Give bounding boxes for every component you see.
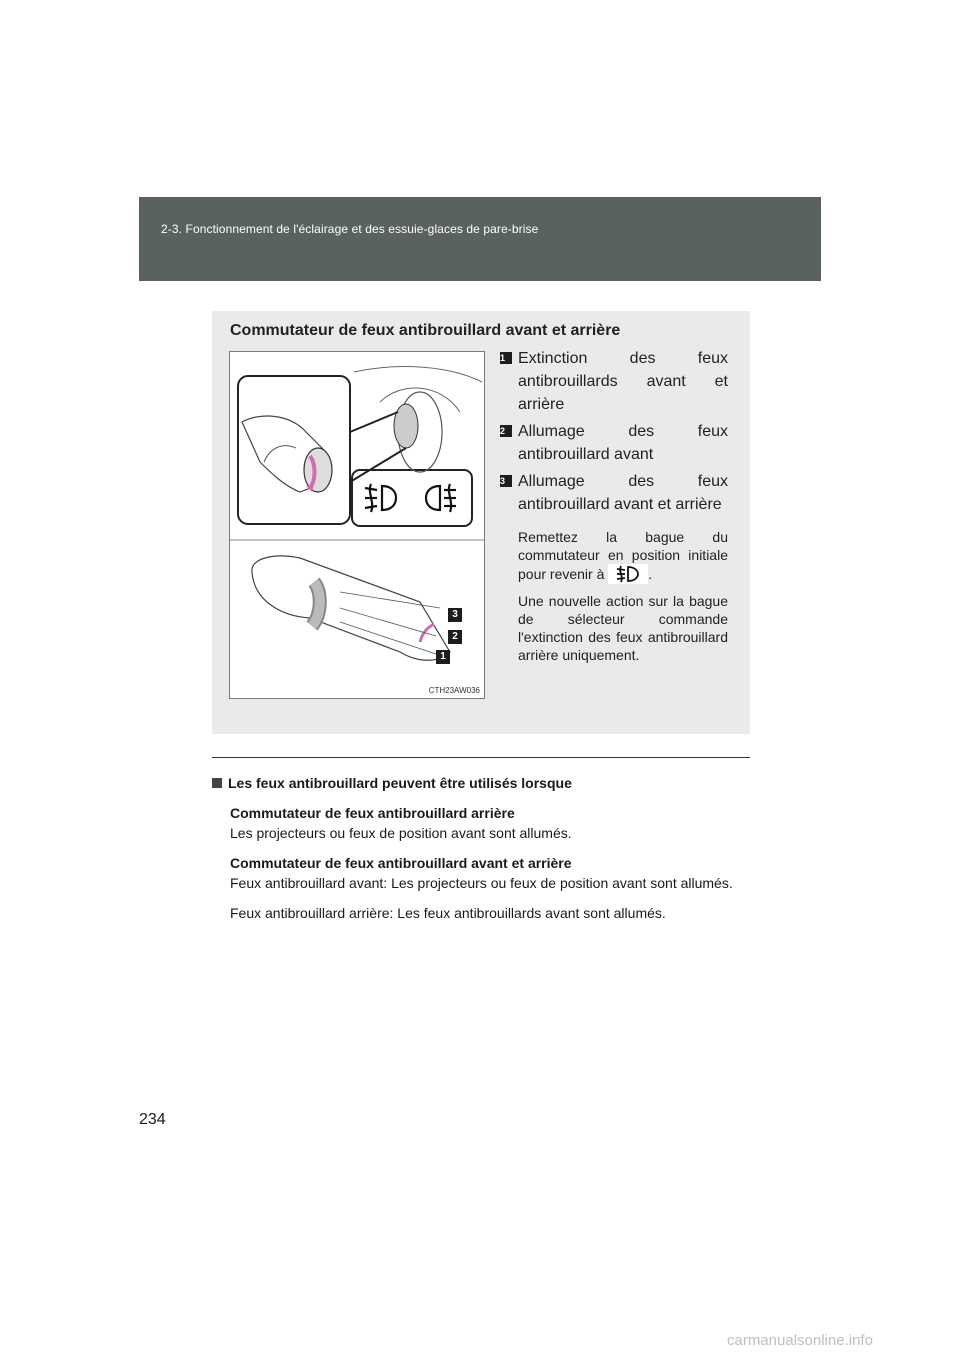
step-1: [500, 347, 728, 416]
both-switch-text-2: Feux antibrouillard arrière: Les feux antibrouillards avant sont allumés.: [230, 905, 666, 921]
illustration-label-1: 1: [436, 650, 450, 664]
watermark: carmanualsonline.info: [727, 1332, 873, 1349]
step-badge: 1: [500, 352, 512, 364]
illustration-label-2: 2: [448, 630, 462, 644]
section-header-band: [139, 197, 821, 281]
fog-switch-panel: [212, 311, 750, 734]
both-switch-text: Feux antibrouillard avant: Les projecteurs ou feux de position avant sont allumés.: [230, 875, 733, 891]
fog-switch-illustration: [229, 351, 485, 699]
step-badge: 2: [500, 425, 512, 437]
step-3: [500, 470, 728, 516]
illustration-code: CTH23AW036: [428, 686, 480, 695]
section-divider: [212, 757, 750, 758]
rear-switch-text: Les projecteurs ou feux de position avant sont allumés.: [230, 825, 572, 841]
illustration-drawing: [230, 352, 484, 698]
step-text: Allumage des feux antibrouillard avant et arrière: [518, 473, 728, 513]
step-text: Allumage des feux antibrouillard avant: [518, 423, 728, 463]
page-number: 234: [139, 1111, 166, 1128]
usage-conditions-section: [212, 773, 744, 923]
note-reset-text: Remettez la bague du commutateur en position initiale pour revenir à: [518, 529, 728, 582]
usage-heading-text: Les feux antibrouillard peuvent être utilisés lorsque: [228, 775, 572, 791]
note-reset: [500, 528, 728, 584]
step-badge: 3: [500, 475, 512, 487]
front-fog-inline-icon: [608, 564, 648, 584]
panel-title: Commutateur de feux antibrouillard avant et arrière: [230, 322, 621, 339]
both-switch-title: Commutateur de feux antibrouillard avant et arrière: [230, 855, 572, 871]
rear-switch-title: Commutateur de feux antibrouillard arrière: [230, 805, 515, 821]
usage-heading: [212, 773, 744, 793]
step-2: [500, 420, 728, 466]
bullet-square-icon: [212, 778, 222, 788]
note-rear-off: Une nouvelle action sur la bague de sélecteur commande l'extinction des feux antibrouillard arrière uniquement.: [518, 593, 728, 663]
steps-list: [500, 347, 728, 664]
section-title: 2-3. Fonctionnement de l'éclairage et des essuie-glaces de pare-brise: [161, 222, 539, 236]
illustration-label-3: 3: [448, 608, 462, 622]
note-reset-end: .: [648, 566, 653, 582]
step-text: Extinction des feux antibrouillards avant et arrière: [518, 350, 728, 413]
